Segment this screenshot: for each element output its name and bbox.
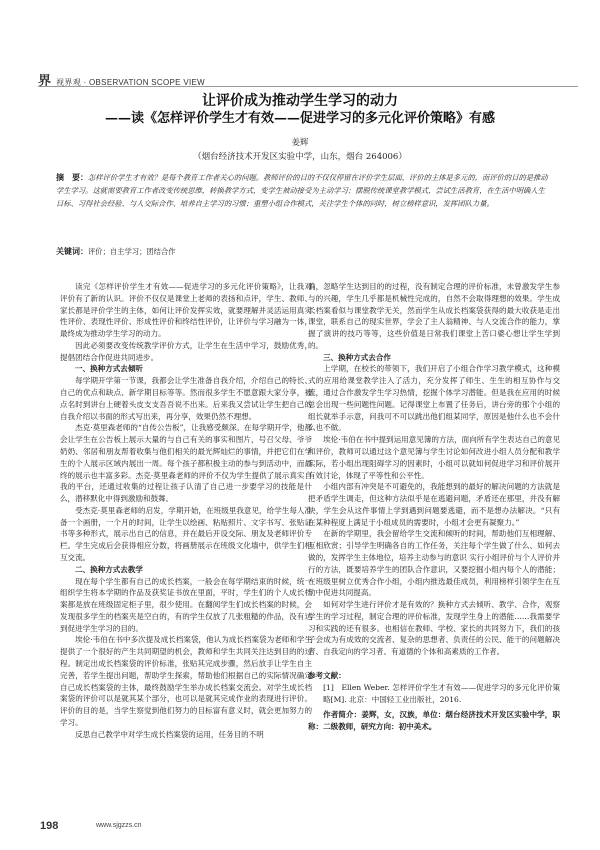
keywords-text: 评价；自主学习；团结合作 xyxy=(88,247,176,256)
abstract-label: 摘 要： xyxy=(56,173,88,182)
header-rule xyxy=(38,86,578,87)
running-header xyxy=(38,70,578,90)
paragraph: 因此必须要改变传统教学评价方式，让学生在生活中学习，鼓励优秀，提倡团结合作促进共同进步。 xyxy=(60,340,312,362)
paragraph: 在新的学期里，我会留给学生交流和倾听的时间，帮助他们互相理解、互相欣赏；引导学生明确各自的工作任务，关注每个学生做了什么、如何去做的，发挥学生主体地位，培养主动参与的意识 实行小组评价与个人评价并行的方法，既要培养学生的团队合作意识，又要挖掘小组内每个人的潜能；在班级里树立优秀合作小组，小组内推选最佳成员，利用榜样引领学生在互动中促进共同提高。 xyxy=(308,529,560,598)
paragraph: 读完《怎样评价学生才有效——促进学习的多元化评价策略》，让我对评价有了新的认识。评价不仅仅是课堂上老师的表扬和点评，学生、教师、家长都是评价学生的主体，如何让评价发挥实效，就要理解并灵活运用真实性评价、表现性评价、形成性评价和终结性评价，让评价与学习融为一体，最终成为推动学生学习的动力。 xyxy=(60,282,312,339)
keywords xyxy=(56,246,548,259)
paragraph: 上学期，在校长的带领下，我们开启了小组合作学习教学模式，这种模式的应用给课堂教学注入了活力，充分发挥了师生、生生的相互协作与交流，通过合作激发学生学习热情，挖掘个体学习潜能。但是我在应用的时候总会出现一些问题性问题。记得课堂上布置了任务后，讲台旁的那个小组的组长就举手示意，问我可不可以跳出他们组某同学，原因是他什么也不会什么也不做。 xyxy=(308,364,560,433)
header-kanji: 界 xyxy=(38,74,52,89)
paragraph: 确，忽略学生达到目的的过程，没有制定合理的评价标准，未曾激发学生参与的兴趣，学生几乎都是机械性完成的，自然不会取得理想的效果。学生成长档案看似与课堂教学无关，然而学生从成长档案袋获得的最大收获是走出课堂，联系自己的现实世界，学会了主人翁精神、与人交流合作的能力，掌握了演讲的技巧等等，这些价值是日常我们课堂上苦口婆心想让学生学到的。 xyxy=(308,282,560,350)
paragraph: 埃伦·韦伯在书中提到运用意见簿的方法，面向所有学生表达自己的意见和评价，教师可以通过这个意见簿与学生讨论如何改进小组人员分配和教学实际，若小组出现阻碍学习的因素时，小组可以就如何促进学习和评价展开有效讨论，体现了平等性和公平性。 xyxy=(308,435,560,480)
paragraph: 杰克·莫里森老师的“自传公告板”，让我感受颇深。在每学期开学，他都会让学生在公告板上展示大量的与自己有关的事实和图片，号召父母、爷爷奶奶、邻居和朋友帮着收集与他们相关的最光辉灿烂的事情，并把它们在学生的个人展示区域内展出一周。每个孩子都积极主动的参与到活动中，而最终的展示也丰富多彩。杰克·莫里森老师的评价不仅为学生提供了展示真实自我的平台，还通过收集的过程让孩子认清了自己进一步要学习的技能是什么，潜移默化中得到激励和鼓舞。 xyxy=(60,423,312,504)
paragraph: 如何对学生进行评价才是有效的？换种方式去倾听、教学、合作，观察学生的学习过程，制定合理的评价标准，发现学生身上的潜能……我需要学习和实践的还有很多。也相信在教师、学校、家长的共同努力下，我们的孩子会成为有成效的交流者、复杂的思想者、负责任的公民、能干的问题解决者、自我定向的学习者、有道德的个体和高素质的工作者。 xyxy=(308,600,560,657)
site-url: www.sjgzzs.cn xyxy=(96,822,142,829)
reference-item: [1] Ellen Weber. 怎样评价学生才有效——促进学习的多元化评价策略[M]. 北京：中国轻工业出版社，2016. xyxy=(323,682,560,704)
abstract xyxy=(56,172,548,210)
references-heading: 参考文献： xyxy=(308,671,346,680)
header-section: 视界观 · OBSERVATION SCOPE VIEW xyxy=(56,78,205,87)
paragraph: 反思自己教学中对学生成长档案袋的运用，任务目的不明 xyxy=(75,729,264,739)
abstract-text: 怎样评价学生才有效？是每个教育工作者关心的问题。教师评价的目的不仅仅停留在评价学生层面，评价的主体是多元的，而评价的目的是推动学生学习。这就需要教育工作者改变传统思维，转换教学方式，变学生被动接受为主动学习；摆脱传统课堂教学模式，尝试生活教育，在生活中明确人生目标、习得社会经验、与人交际合作、培养自主学习的习惯；重塑小组合作模式，关注学生个体的同时，树立榜样意识，发挥团队力量。 xyxy=(56,173,548,208)
paragraph: 每学期开学第一节课，我都会让学生准备自我介绍，介绍自己的特长、自己的优点和缺点、新学期目标等等。然而很多学生不愿意跟大家分享，被点名时到讲台上硬着头皮支支吾吾说不出来。后来我又尝试让学生把自己的自我介绍以书面的形式写出来，再分享，效果仍然不理想。 xyxy=(60,376,312,421)
author-note: 作者简介：姜辉，女，汉族，单位：烟台经济技术开发区实验中学，职称：二级教师，研究方向：初中美术。 xyxy=(308,710,560,732)
page-number: 198 xyxy=(40,820,59,832)
page-footer xyxy=(40,820,560,834)
paragraph: 小组内部有冲突是不可避免的，我能想到的最好的解决问题的方法就是把矛盾学生调走，但这种方法似乎是在逃避问题，矛盾还在那里，并没有解决，学生会从这件事情上学到遇到问题要逃避，而不是想办法解决。“只有在某种程度上满足于小组成员的需要时，小组才会更有凝聚力。” xyxy=(308,482,560,527)
paragraph: 受杰克·莫里森老师的启发，学期开始，在班级里我意见，给学生每人准备一个画册，一个月的时间，让学生以绘画、粘贴照片、文字书写、张贴证书等多种形式，展示出自己的信息，并在最后开设交际、朋友及老师评价专栏。学生完成后会获得相应分数，将画册展示在班级文化墙中，供学生们相互交流。 xyxy=(60,505,312,562)
section-heading: 三、换种方式去合作 xyxy=(323,352,391,362)
author-name: 姜辉 xyxy=(291,138,309,148)
author-affiliation: （烟台经济技术开发区实验中学，山东，烟台 264006） xyxy=(193,152,407,162)
section-heading: 一、换种方式去倾听 xyxy=(75,364,143,374)
section-heading: 二、换种方式去教学 xyxy=(75,564,143,574)
right-column xyxy=(308,281,560,733)
keywords-label: 关键词： xyxy=(56,247,88,256)
left-column xyxy=(60,281,312,740)
paragraph: 现在每个学生都有自己的成长档案，一般会在每学期结束的时候，统一组织学生将本学期的作品及获奖证书放在里面，平时，学生们的个人成长档案都是放在班级固定柜子里，很少使用。在翻阅学生们成长档案的时候，会发现很多学生的档案夹是空白的，有的学生仅放了几张粗糙的作品，没有达到促进学生学习的目的。 xyxy=(60,576,312,633)
title-line-1: 让评价成为推动学生学习的动力 xyxy=(202,93,398,109)
paragraph: 埃伦·韦伯在书中多次提及成长档案袋，他认为成长档案袋为老师和学生提供了一个很好的产生共同期望的机会，教师和学生共同关注达到目的的过程。制定出成长档案袋的评价标准，张贴其完成步骤，然后放手让学生自主完善，若学生提出问题，帮助学生探索，帮助他们根据自己的实际情况确定自己成长档案袋的主体，最终鼓励学生举办成长档案交流会。对学生成长档案袋的评价可以是就其某个部分，也可以是就其完成作业的表现进行评价。评价的目的是，当学生察觉到他们努力的目标富有意义时，就会更加努力的学习。 xyxy=(60,635,312,727)
title-line-2: ——读《怎样评价学生才有效——促进学习的多元化评价策略》有感 xyxy=(104,111,495,126)
